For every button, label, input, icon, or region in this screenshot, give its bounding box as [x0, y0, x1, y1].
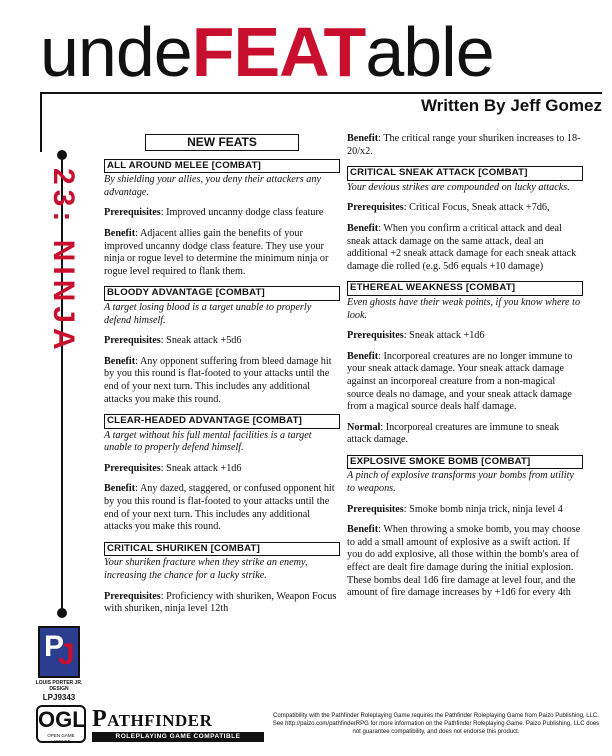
feat-title: BLOODY ADVANTAGE [COMBAT]: [104, 286, 340, 301]
benefit-text: : When throwing a smoke bomb, you may choose to add a small amount of explosive as a swift action. If you do add explosive, all those within the bomb's area of effect are dealt fire damage during the initial explosion. These bombs deal 1d6 fire damage at level four, and the amount of fire damage increases by +1d6 for every 4th: [347, 524, 581, 599]
header-rule-vertical: [40, 92, 42, 152]
publisher-logo-j-glyph: J: [58, 638, 75, 671]
feat-flavor: By shielding your allies, you deny their attackers any advantage.: [104, 174, 321, 198]
feat-prerequisites: [347, 504, 583, 517]
prereq-text: : Proficiency with shuriken, Weapon Focus with shuriken, ninja level 12th: [104, 590, 337, 615]
benefit-label: Benefit: [347, 524, 379, 536]
normal-text: : Incorporeal creatures are immune to sneak attack damage.: [347, 421, 560, 446]
feat-benefit: [104, 228, 340, 278]
prereq-text: : Sneak attack +1d6: [403, 330, 485, 342]
product-code: LPJ9343: [42, 693, 76, 702]
benefit-text: : Adjacent allies gain the benefits of your improved uncanny dodge class feature. They use your ninja or rogue level to determine the minimum ninja or rogue level required to flank them.: [104, 227, 329, 277]
prereq-label: Prerequisites: [104, 207, 161, 219]
prereq-label: Prerequisites: [347, 202, 404, 214]
prereq-label: Prerequisites: [347, 503, 404, 515]
pathfinder-logo: [92, 706, 264, 746]
benefit-text: : Incorporeal creatures are no longer immune to your sneak attack damage. Your sneak attack damage against an incorporeal creature from a non-magical source deals no damage, and your sneak attack damage from a magical source deals half damage.: [347, 350, 573, 413]
publisher-logo: [38, 626, 80, 678]
feat-title: CLEAR-HEADED ADVANTAGE [COMBAT]: [104, 414, 340, 429]
prereq-text: : Sneak attack +1d6: [160, 462, 242, 474]
publisher-logo-p-glyph: P: [44, 630, 65, 663]
feat-flavor: Your shuriken fracture when they strike an enemy, increasing the chance for a lucky strike.: [104, 557, 308, 582]
feat-benefit: [347, 351, 583, 414]
feat-prerequisites: [104, 207, 340, 220]
benefit-label: Benefit: [104, 483, 136, 495]
feat-flavor: A target without his full mental facilities is a target unable to properly defend himself.: [104, 429, 312, 454]
title-part-feat: FEAT: [191, 13, 366, 91]
benefit-text: : Any opponent suffering from bleed damage hit by you this round is flat-footed to your attacks until the end of your next turn. This includes any additional attacks you make this round.: [104, 355, 332, 405]
prereq-label: Prerequisites: [104, 590, 161, 602]
header-rule-horizontal: [40, 92, 602, 94]
feat-flavor: A pinch of explosive transforms your bombs from utility to weapons.: [347, 470, 574, 495]
feat-benefit: [104, 356, 340, 406]
feat-prerequisites: [104, 591, 340, 616]
feat-flavor: Your devious strikes are compounded on lucky attacks.: [347, 181, 570, 193]
feat-title: ETHEREAL WEAKNESS [COMBAT]: [347, 281, 583, 296]
prereq-text: : Critical Focus, Sneak attack +7d6,: [403, 202, 550, 214]
feat-prerequisites: [104, 335, 340, 348]
pathfinder-logo-name: Pathfinder: [92, 706, 213, 732]
feat-prerequisites: [104, 463, 340, 476]
pathfinder-logo-sub: ROLEPLAYING GAME COMPATIBLE: [92, 732, 264, 742]
ogl-logo: [36, 705, 86, 743]
feat-flavor: Even ghosts have their weak points, if you know where to look.: [347, 296, 581, 321]
feat-benefit: [347, 524, 583, 600]
prereq-label: Prerequisites: [104, 462, 161, 474]
prereq-text: : Smoke bomb ninja trick, ninja level 4: [403, 503, 563, 515]
section-heading: NEW FEATS: [145, 134, 299, 151]
benefit-text: : The critical range your shuriken increases to 18-20/x2.: [347, 133, 581, 157]
feat-benefit-continued: [347, 133, 583, 158]
author-byline: Written By Jeff Gomez: [420, 96, 602, 115]
side-rule-dot-top: [57, 150, 67, 160]
prereq-label: Prerequisites: [104, 335, 161, 347]
column-left: [104, 134, 340, 616]
benefit-label: Benefit: [347, 350, 379, 362]
benefit-label: Benefit: [104, 227, 136, 239]
benefit-text: : When you confirm a critical attack and deal sneak attack damage on the same attack, deal an additional +2 sneak attack damage for each sneak attack damage die rolled (e.g. 5d6 equals +10 damage): [347, 222, 577, 272]
side-rule-dot-bottom: [57, 608, 67, 618]
feat-title: ALL AROUND MELEE [COMBAT]: [104, 159, 340, 174]
chapter-label: 23: NINJA: [47, 168, 80, 355]
legal-notice: Compatibility with the Pathfinder Roleplaying Game requires the Pathfinder Roleplaying Game from Paizo Publishing, LLC. See http://paizo.com/pathfinderRPG for more information on the Pathfinder Roleplaying Game. Paizo Publishing, LLC does not guarantee compatibility, and does not endorse this product.: [272, 713, 600, 735]
benefit-text: : Any dazed, staggered, or confused opponent hit by you this round is flat-footed to your attacks until the end of your next turn. This includes any additional attacks you make this round.: [104, 483, 335, 533]
feat-benefit: [104, 483, 340, 533]
feat-prerequisites: [347, 330, 583, 343]
ogl-logo-sub: OPEN GAME LICENSE: [47, 733, 75, 744]
feat-benefit: [347, 223, 583, 273]
benefit-label: Benefit: [104, 355, 136, 367]
column-right: [347, 133, 583, 600]
title-part-unde: unde: [40, 13, 192, 91]
feat-title: EXPLOSIVE SMOKE BOMB [COMBAT]: [347, 455, 583, 470]
page-title: [40, 14, 494, 90]
title-part-able: able: [365, 13, 494, 91]
feat-normal: [347, 422, 583, 447]
prereq-label: Prerequisites: [347, 330, 404, 342]
prereq-text: : Improved uncanny dodge class feature: [160, 207, 324, 219]
benefit-label: Benefit: [347, 222, 379, 234]
feat-title: CRITICAL SNEAK ATTACK [COMBAT]: [347, 166, 583, 181]
normal-label: Normal: [347, 421, 381, 433]
prereq-text: : Sneak attack +5d6: [160, 335, 242, 347]
benefit-label: Benefit: [347, 133, 379, 144]
ogl-logo-label: OGL: [38, 707, 86, 732]
publisher-logo-text: LOUIS PORTER JR. DESIGN: [35, 680, 83, 692]
feat-flavor: A target losing blood is a target unable to properly defend himself.: [104, 301, 312, 326]
feat-prerequisites: [347, 202, 583, 215]
feat-title: CRITICAL SHURIKEN [COMBAT]: [104, 542, 340, 557]
